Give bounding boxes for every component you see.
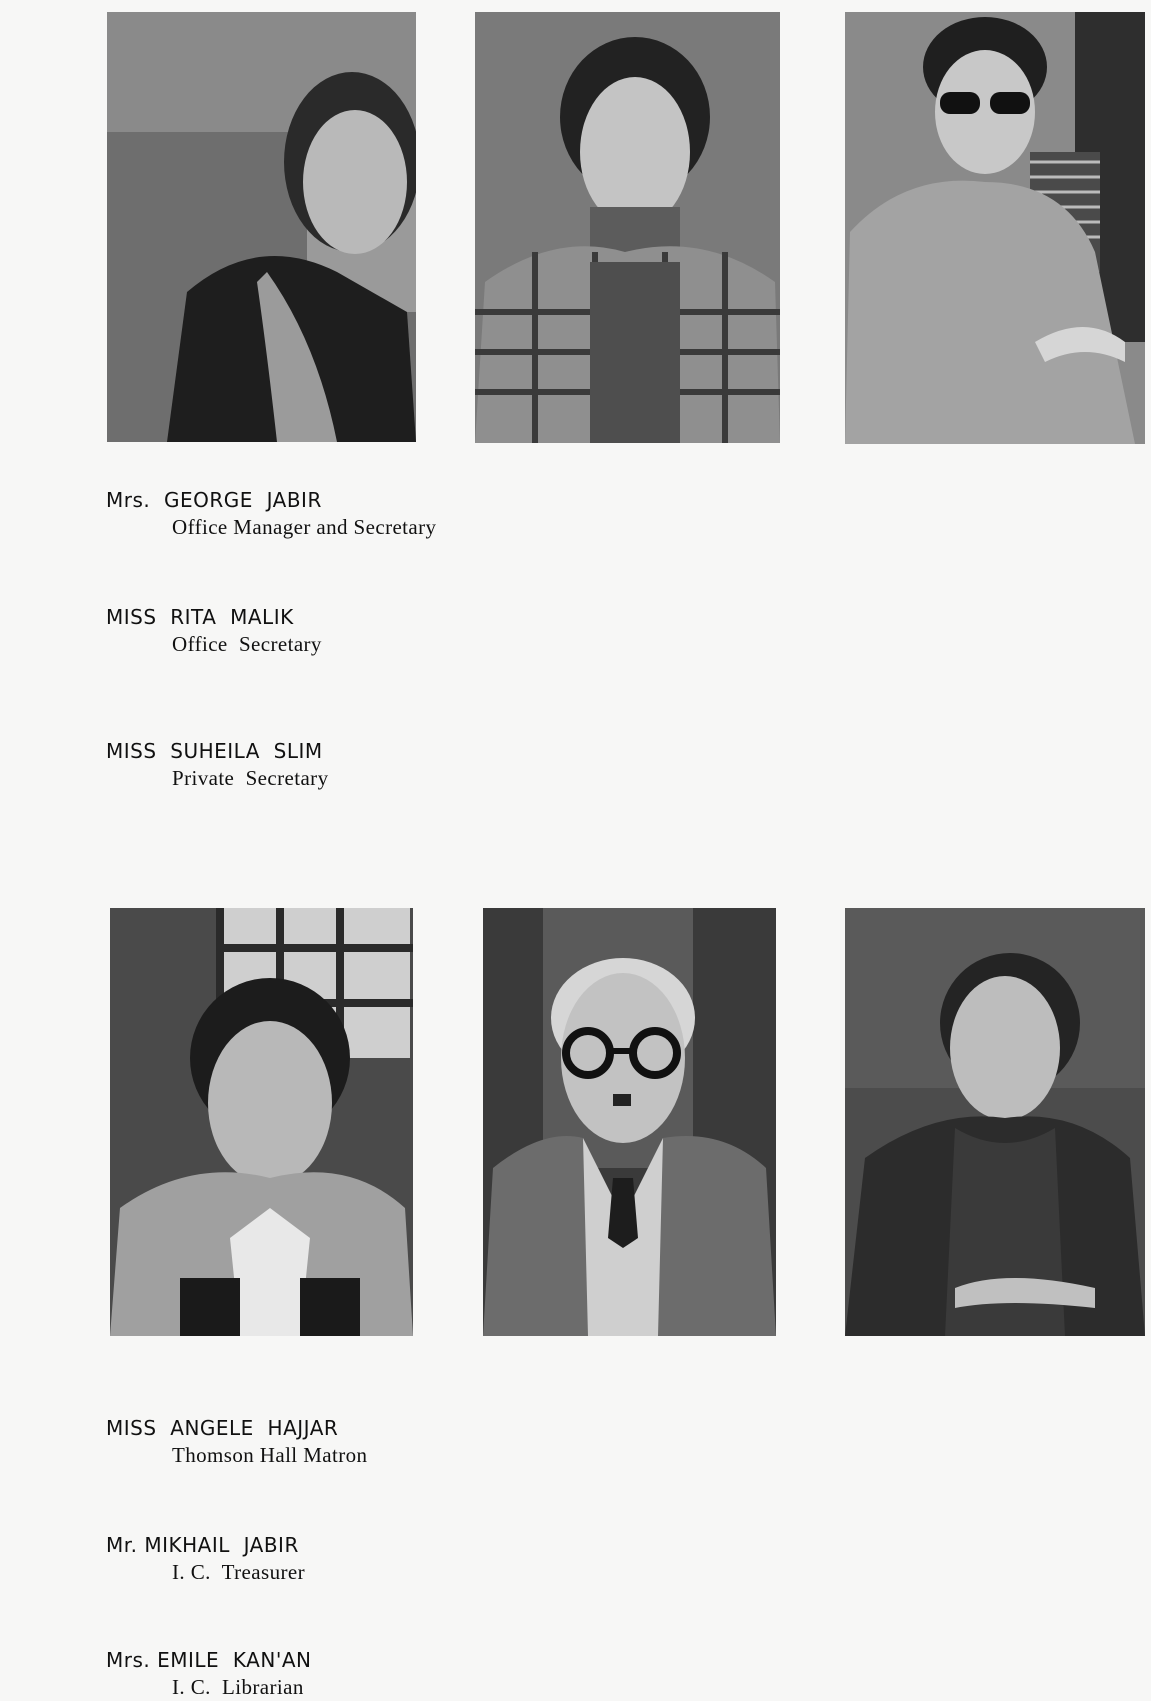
portrait-2-image [475, 12, 780, 443]
full-name: EMILE KAN'AN [157, 1648, 312, 1672]
staff-name [106, 1647, 311, 1673]
honorific: Mrs. [106, 1648, 151, 1672]
full-name: RITA MALIK [170, 605, 294, 629]
honorific: Mrs. [106, 488, 151, 512]
staff-photo-5 [483, 908, 776, 1336]
full-name: ANGELE HAJJAR [170, 1416, 339, 1440]
staff-name [106, 1532, 305, 1558]
caption-rita-malik [106, 604, 322, 658]
honorific: Mr. [106, 1533, 138, 1557]
staff-role: I. C. Librarian [172, 1675, 304, 1699]
staff-name [106, 604, 322, 630]
caption-suheila-slim [106, 738, 328, 792]
staff-photo-3 [845, 12, 1145, 444]
honorific: MISS [106, 605, 157, 629]
portrait-3-image [845, 12, 1145, 444]
staff-role: Office Manager and Secretary [172, 515, 437, 539]
full-name: MIKHAIL JABIR [144, 1533, 299, 1557]
portrait-1-image [107, 12, 416, 442]
portrait-5-image [483, 908, 776, 1336]
staff-name [106, 487, 436, 513]
staff-name [106, 1415, 367, 1441]
staff-role: Private Secretary [172, 766, 329, 790]
portrait-4-image [110, 908, 413, 1336]
full-name: SUHEILA SLIM [170, 739, 323, 763]
staff-photo-1 [107, 12, 416, 442]
honorific: MISS [106, 739, 157, 763]
staff-photo-2 [475, 12, 780, 443]
staff-role: Thomson Hall Matron [172, 1443, 368, 1467]
staff-photo-6 [845, 908, 1145, 1336]
honorific: MISS [106, 1416, 157, 1440]
staff-role: I. C. Treasurer [172, 1560, 305, 1584]
staff-photo-4 [110, 908, 413, 1336]
caption-angele-hajjar [106, 1415, 367, 1469]
portrait-6-image [845, 908, 1145, 1336]
caption-emile-kanan [106, 1647, 311, 1701]
caption-mikhail-jabir [106, 1532, 305, 1586]
full-name: GEORGE JABIR [163, 488, 322, 512]
staff-name [106, 738, 328, 764]
staff-role: Office Secretary [172, 632, 322, 656]
caption-george-jabir [106, 487, 436, 541]
